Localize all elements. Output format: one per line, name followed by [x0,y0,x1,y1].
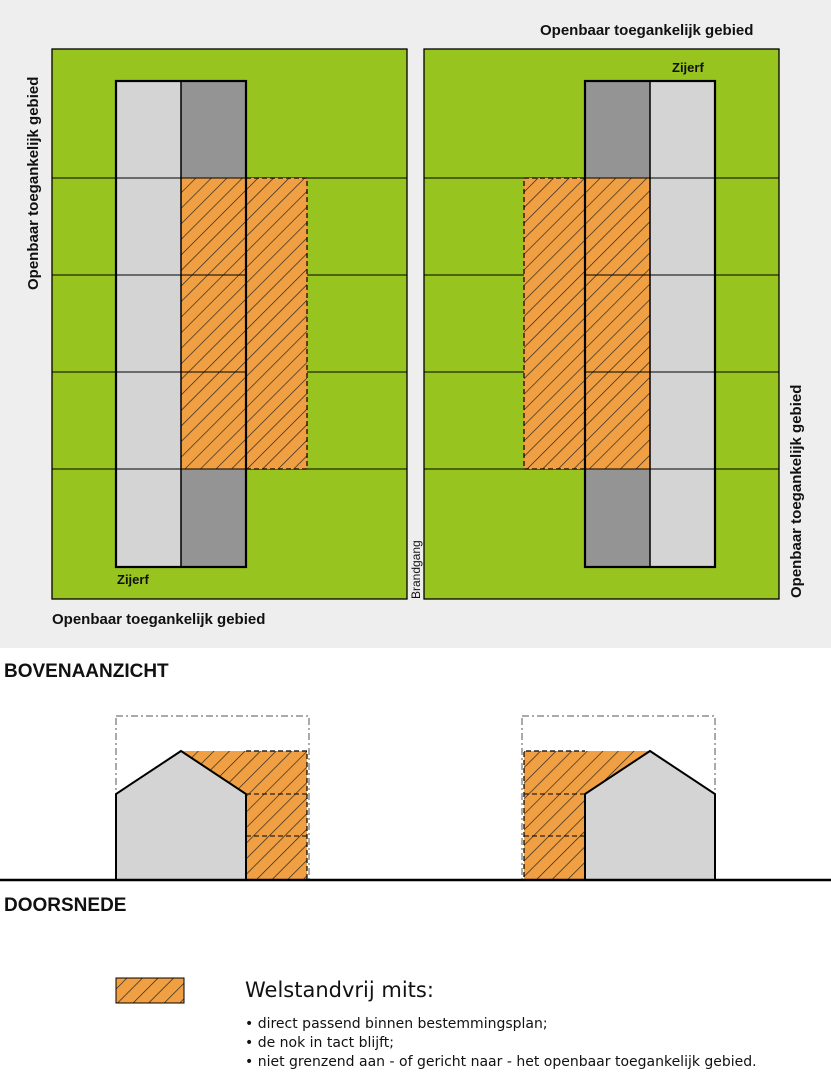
legend-swatch [116,978,184,1003]
right-plot [424,49,779,599]
left-building-light [116,81,181,567]
legend-item: • de nok in tact blijft; [245,1035,395,1051]
left-permit-free-area [181,178,307,469]
right-building-dark-bottom [585,469,650,567]
public-area-label-bottom: Openbaar toegankelijk gebied [52,611,266,628]
public-area-label-right: Openbaar toegankelijk gebied [788,384,805,598]
left-building-dark-bottom [181,469,246,567]
left-plot [52,49,407,599]
public-area-label-top: Openbaar toegankelijk gebied [540,22,754,39]
top-view-heading: BOVENAANZICHT [4,661,169,682]
left-building-dark-top [181,81,246,178]
right-permit-free-area [524,178,650,469]
legend-item: • niet grenzend aan - of gericht naar - het openbaar toegankelijk gebied. [245,1054,757,1070]
fire-lane-label: Brandgang [409,540,423,599]
cross-section [0,716,831,880]
side-yard-label-left: Zijerf [117,572,149,587]
right-building-dark-top [585,81,650,178]
cross-section-heading: DOORSNEDE [4,895,127,916]
legend-item: • direct passend binnen bestemmingsplan; [245,1016,548,1032]
legend-title: Welstandvrij mits: [245,978,434,1002]
right-building-light [650,81,715,567]
public-area-label-left: Openbaar toegankelijk gebied [25,76,42,290]
side-yard-label-right: Zijerf [672,60,704,75]
